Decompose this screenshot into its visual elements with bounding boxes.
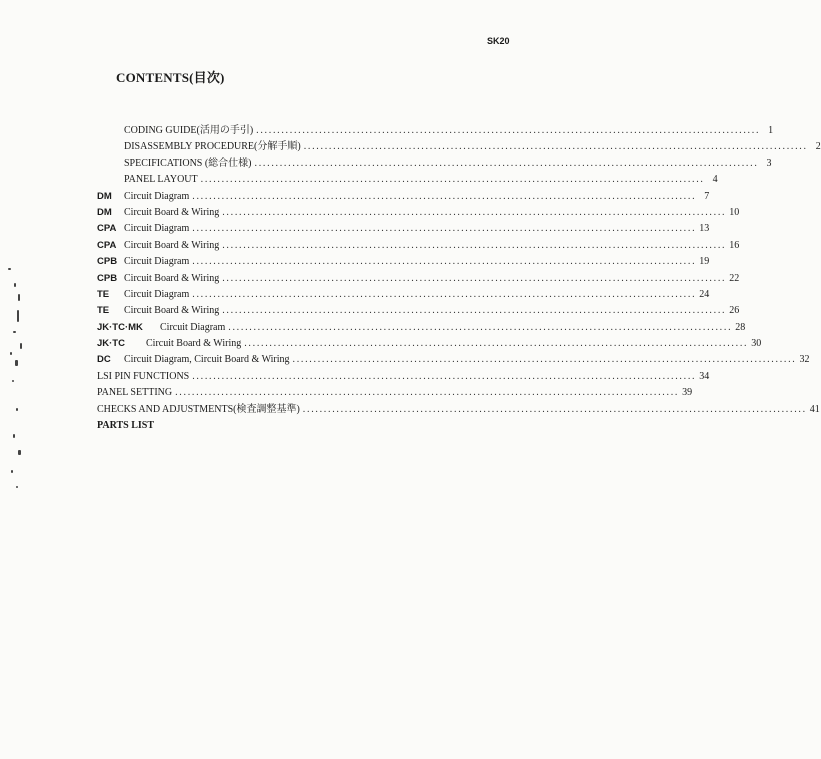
toc-entry <box>0 386 693 402</box>
toc-line <box>97 370 710 384</box>
toc-entry <box>0 255 710 271</box>
toc-entry <box>0 140 821 156</box>
page-number: 16 <box>729 239 740 251</box>
entry-label: CODING GUIDE(活用の手引) <box>124 125 254 136</box>
section-tag: CPA <box>97 223 117 235</box>
page-number: 4 <box>712 174 718 186</box>
page-number: 13 <box>699 223 710 235</box>
entry-label: Circuit Diagram <box>124 256 190 268</box>
page-number: 3 <box>766 157 772 169</box>
dot-leader: ........................................................................................................................ <box>192 288 697 300</box>
page-number: 30 <box>751 338 762 350</box>
entry-label: Circuit Diagram, Circuit Board & Wiring <box>124 354 290 366</box>
toc-entry <box>0 403 820 419</box>
entry-label: CHECKS AND ADJUSTMENTS(検査調整基準) <box>97 403 300 415</box>
page-number: 39 <box>682 387 693 399</box>
dot-leader: ........................................................................................................................ <box>222 206 727 218</box>
section-tag: JK·TC <box>97 338 125 350</box>
toc-entry <box>0 124 774 140</box>
toc-line <box>124 190 710 204</box>
section-tag: TE <box>97 305 110 317</box>
toc-line <box>124 239 740 253</box>
toc-entry <box>0 370 710 386</box>
toc-line <box>97 386 693 400</box>
toc-line <box>124 304 740 318</box>
page-number: 1 <box>768 125 774 136</box>
page-number: 7 <box>704 190 710 202</box>
entry-label: LSI PIN FUNCTIONS <box>97 370 190 382</box>
dot-leader: ........................................................................................................................ <box>175 387 680 399</box>
entry-label: Circuit Board & Wiring <box>124 272 220 284</box>
toc-entry <box>0 353 810 369</box>
dot-leader: ........................................................................................................................ <box>244 338 749 350</box>
page-number: 2 <box>815 141 821 153</box>
table-of-contents <box>0 124 821 433</box>
toc-entry <box>0 288 710 304</box>
section-tag: DM <box>97 190 112 202</box>
toc-line <box>124 206 740 220</box>
dot-leader: ........................................................................................................................ <box>222 272 727 284</box>
dot-leader: ........................................................................................................................ <box>192 370 697 382</box>
section-tag: CPB <box>97 256 118 268</box>
toc-entry <box>0 337 762 353</box>
section-tag: DM <box>97 206 112 218</box>
toc-entry <box>0 206 740 222</box>
section-tag: CPA <box>97 239 117 251</box>
toc-line <box>124 140 821 154</box>
document-code: SK20 <box>487 36 510 46</box>
toc-line <box>124 222 710 236</box>
page-number: 22 <box>729 272 740 284</box>
entry-label: Circuit Board & Wiring <box>124 305 220 317</box>
entry-label: DISASSEMBLY PROCEDURE(分解手順) <box>124 141 301 153</box>
entry-label: Circuit Board & Wiring <box>124 206 220 218</box>
dot-leader: ........................................................................................................................ <box>303 141 808 153</box>
dot-leader: ........................................................................................................................ <box>292 354 797 366</box>
toc-entry <box>0 157 772 173</box>
dot-leader: ........................................................................................................................ <box>222 305 727 317</box>
page-number: 10 <box>729 206 740 218</box>
contents-title: CONTENTS(目次) <box>116 70 225 85</box>
dot-leader: ........................................................................................................................ <box>256 125 761 136</box>
toc-line <box>146 337 762 351</box>
entry-label: Circuit Board & Wiring <box>124 239 220 251</box>
dot-leader: ........................................................................................................................ <box>254 157 759 169</box>
toc-line <box>124 288 710 302</box>
toc-line <box>124 353 810 367</box>
toc-entry <box>0 321 746 337</box>
entry-label: Circuit Diagram <box>124 190 190 202</box>
toc-line <box>124 124 774 138</box>
toc-entry <box>0 304 740 320</box>
dot-leader: ........................................................................................................................ <box>200 174 705 186</box>
entry-label: PANEL SETTING <box>97 387 173 399</box>
dot-leader: ........................................................................................................................ <box>228 321 733 333</box>
entry-label: Circuit Board & Wiring <box>146 338 242 350</box>
entry-label: Circuit Diagram <box>124 223 190 235</box>
entry-label: PANEL LAYOUT <box>124 174 198 186</box>
dot-leader: ........................................................................................................................ <box>192 223 697 235</box>
page-number: 26 <box>729 305 740 317</box>
toc-line <box>160 321 746 335</box>
toc-entry <box>0 173 718 189</box>
page-number: 32 <box>799 354 810 366</box>
entry-label: SPECIFICATIONS (総合仕様) <box>124 157 252 169</box>
dot-leader: ........................................................................................................................ <box>302 403 807 415</box>
section-tag: JK·TC·MK <box>97 321 143 333</box>
section-tag: CPB <box>97 272 118 284</box>
toc-line <box>124 173 718 187</box>
dot-leader: ........................................................................................................................ <box>192 190 697 202</box>
toc-line <box>97 403 820 417</box>
toc-line <box>124 272 740 286</box>
toc-entry <box>0 239 740 255</box>
entry-label: Circuit Diagram <box>160 321 226 333</box>
toc-line <box>124 157 772 171</box>
toc-entry <box>0 222 710 238</box>
toc-entry <box>0 190 710 206</box>
toc-line <box>124 255 710 269</box>
page-number: 34 <box>699 370 710 382</box>
dot-leader: ........................................................................................................................ <box>192 256 697 268</box>
dot-leader: ........................................................................................................................ <box>222 239 727 251</box>
page-number: 41 <box>809 403 820 415</box>
section-tag: TE <box>97 288 110 300</box>
page-number: 19 <box>699 256 710 268</box>
entry-label: Circuit Diagram <box>124 288 190 300</box>
toc-entry <box>0 272 740 288</box>
parts-list-heading: PARTS LIST <box>97 420 154 432</box>
page-number: 24 <box>699 288 710 300</box>
section-tag: DC <box>97 354 111 366</box>
page-number: 28 <box>735 321 746 333</box>
